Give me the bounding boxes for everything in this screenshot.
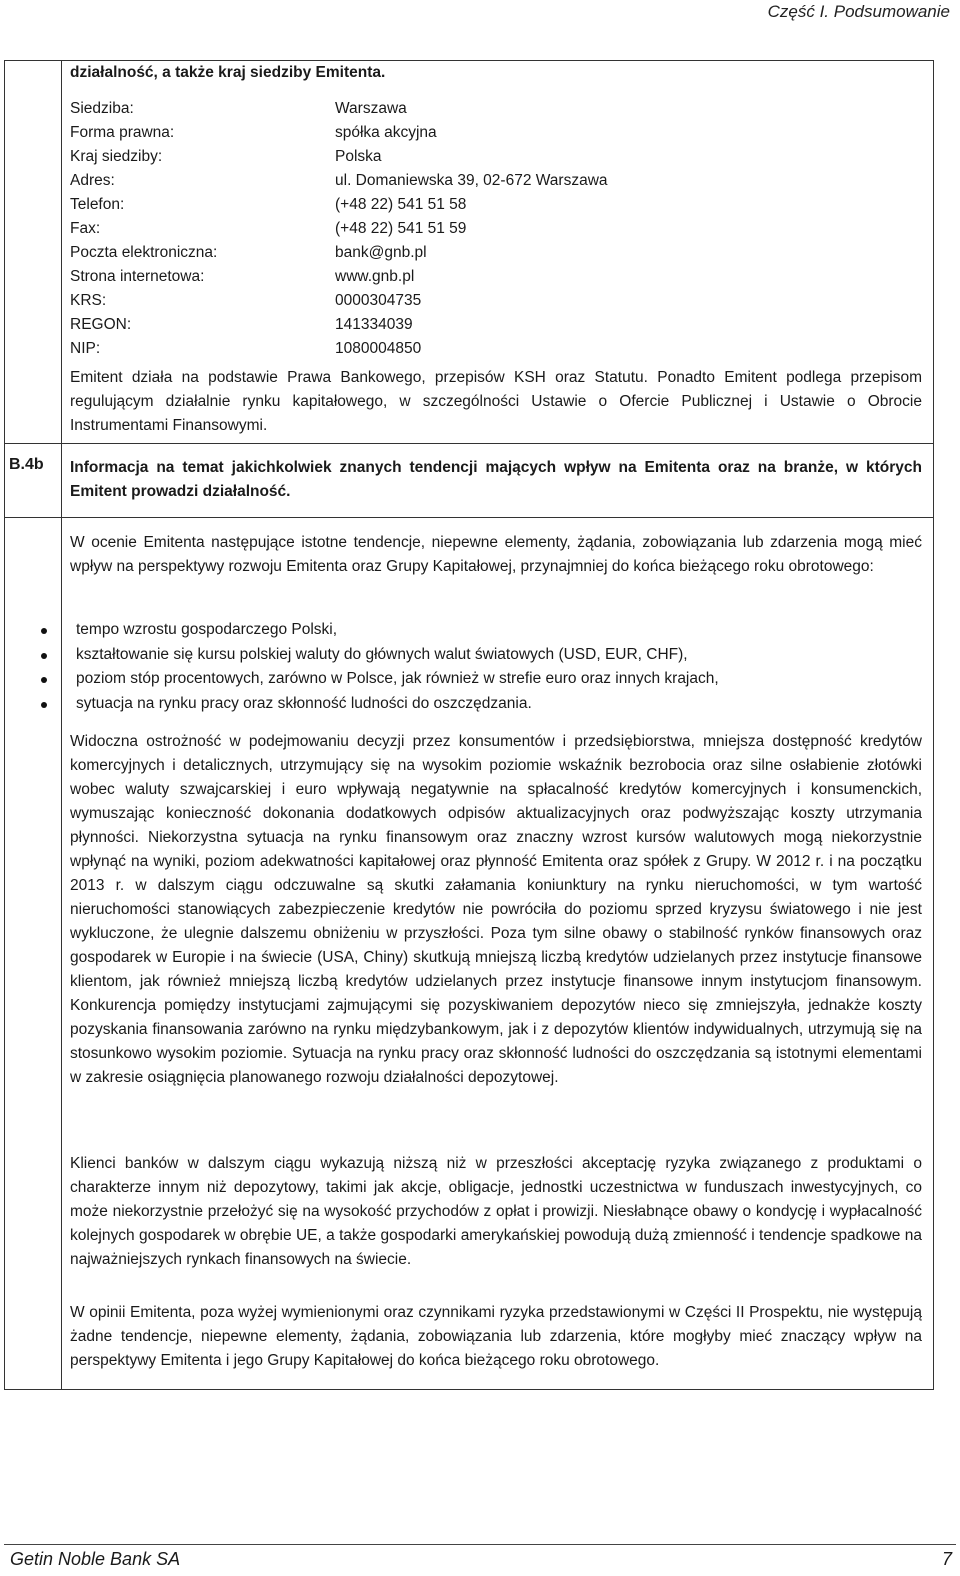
company-info-row bbox=[70, 313, 922, 337]
bullet-icon bbox=[41, 702, 47, 708]
list-item-text: poziom stóp procentowych, zarówno w Polsce, jak również w strefie euro oraz innych krajach, bbox=[76, 670, 719, 687]
footer-page-number: 7 bbox=[941, 1549, 952, 1569]
company-info-list bbox=[70, 97, 922, 361]
company-info-label: Adres: bbox=[70, 172, 115, 189]
company-info-value: (+48 22) 541 51 59 bbox=[335, 220, 467, 237]
company-info-row bbox=[70, 217, 922, 241]
company-info-value: 141334039 bbox=[335, 316, 413, 333]
company-info-value: bank@gnb.pl bbox=[335, 244, 427, 261]
company-info-value: Polska bbox=[335, 148, 382, 165]
company-info-label: Telefon: bbox=[70, 196, 125, 213]
list-item bbox=[0, 643, 922, 668]
company-info-label: Forma prawna: bbox=[70, 124, 175, 141]
company-info-value: 0000304735 bbox=[335, 292, 422, 309]
page-header: Część I. Podsumowanie bbox=[767, 2, 950, 21]
paragraph-2-text: Klienci banków w dalszym ciągu wykazują niższą niż w przeszłości akceptację ryzyka związanego z produktami o charakterze innym niż depozytowy, takimi jak akcje, obligacje, jednostki uczestnictwa w funduszach inwestycyjnych, co może niekorzystnie przełożyć się na wysokość przychodów z opłat i prowizji. Niesłabnące obawy o kondycję i wypłacalność kolejnych gospodarek w obrębie UE, a także gospodarki amerykańskiej powodują dużą zmienność i tendencje spadkowe na najważniejszych rynkach finansowych na świecie. bbox=[70, 1155, 922, 1268]
company-info-label: Fax: bbox=[70, 220, 101, 237]
row-divider bbox=[4, 443, 934, 444]
footer-company: Getin Noble Bank SA bbox=[10, 1549, 181, 1569]
company-info-value: spółka akcyjna bbox=[335, 124, 437, 141]
company-info-value: ul. Domaniewska 39, 02-672 Warszawa bbox=[335, 172, 608, 189]
intro-continuation: działalność, a także kraj siedziby Emitenta. bbox=[70, 64, 386, 81]
company-info-value: 1080004850 bbox=[335, 340, 422, 357]
legal-basis-text bbox=[70, 366, 922, 438]
company-info-row bbox=[70, 337, 922, 361]
company-info-row bbox=[70, 121, 922, 145]
company-info-value: Warszawa bbox=[335, 100, 407, 117]
company-info-row bbox=[70, 145, 922, 169]
section-intro bbox=[70, 531, 922, 579]
company-info-value: (+48 22) 541 51 58 bbox=[335, 196, 467, 213]
bullet-icon bbox=[41, 653, 47, 659]
company-info-row bbox=[70, 97, 922, 121]
paragraph-2 bbox=[70, 1152, 922, 1272]
legal-basis-paragraph: Emitent działa na podstawie Prawa Bankowego, przepisów KSH oraz Statutu. Ponadto Emitent podlega przepisom regulującym działalnie rynku kapitałowego, w szczególności Ustawie o Ofercie Publicznej i Ustawie o Obrocie Instrumentami Finansowymi. bbox=[70, 369, 922, 434]
company-info-row bbox=[70, 265, 922, 289]
company-info-row bbox=[70, 193, 922, 217]
company-info-value: www.gnb.pl bbox=[335, 268, 415, 285]
company-info-label: Strona internetowa: bbox=[70, 268, 205, 285]
list-item-text: tempo wzrostu gospodarczego Polski, bbox=[76, 621, 338, 638]
section-heading-text: Informacja na temat jakichkolwiek znanych tendencji mających wpływ na Emitenta oraz na branże, w których Emitent prowadzi działalność. bbox=[70, 459, 922, 500]
footer-divider bbox=[4, 1544, 956, 1545]
list-item-text: kształtowanie się kursu polskiej waluty do głównych walut światowych (USD, EUR, CHF), bbox=[76, 645, 688, 663]
paragraph-3-text: W opinii Emitenta, poza wyżej wymienionymi oraz czynnikami ryzyka przedstawionymi w Części II Prospektu, nie występują żadne tendencje, niepewne elementy, żądania, zobowiązania lub zdarzenia, które mogłyby mieć znaczący wpływ na perspektywy Emitenta i jego Grupy Kapitałowej do końca bieżącego roku obrotowego. bbox=[70, 1304, 922, 1369]
company-info-row bbox=[70, 241, 922, 265]
section-heading bbox=[70, 456, 922, 504]
column-divider bbox=[61, 60, 62, 1390]
row-divider bbox=[4, 517, 934, 518]
paragraph-3 bbox=[70, 1301, 922, 1373]
list-item bbox=[0, 618, 922, 643]
company-info-label: KRS: bbox=[70, 292, 107, 309]
bullet-icon bbox=[41, 677, 47, 683]
company-info-row bbox=[70, 289, 922, 313]
company-info-label: Kraj siedziby: bbox=[70, 148, 163, 165]
company-info-label: Poczta elektroniczna: bbox=[70, 244, 218, 261]
paragraph-1-text: Widoczna ostrożność w podejmowaniu decyzji przez konsumentów i przedsiębiorstwa, mniejsza dostępność kredytów komercyjnych i detalicznych, utrzymujący się na wysokim poziomie wskaźnik bezrobocia oraz silne osłabienie złotówki wobec waluty szwajcarskiej i euro wpływają negatywnie na spłacalność kredytów komercyjnych i konsumenckich, wymuszając konieczność dokonania dodatkowych odpisów aktualizacyjnych oraz podwyższając koszty utrzymania płynności. Niekorzystna sytuacja na rynku finansowym oraz znaczny wzrost kursów walutowych mogą niekorzystnie wpłynąć na wyniki, poziom adekwatności kapitałowej oraz płynność Emitenta oraz spółek z Grupy. W 2012 r. i na początku 2013 r. w dalszym ciągu odczuwalne są skutki załamania koniunktury na rynku nieruchomości, w tym wartość nieruchomości stanowiących zabezpieczenie kredytów nie powróciła do poziomu sprzed kryzysu światowego i nie jest wykluczone, że ulegnie dalszemu obniżeniu w przyszłości. Poza tym silne obawy o stabilność rynków finansowych oraz gospodarek w Europie i na świecie (USA, Chiny) skutkują mniejszą liczbą kredytów udzielanych przez instytucje finansowe klientom, jak również mniejszą liczbą kredytów udzielanych przez instytucje finansowe innym instytucjom finansowym. Konkurencja pomiędzy instytucjami zajmującymi się pozyskiwaniem depozytów nieco się zmniejszyła, jednakże koszty pozyskania finansowania zarówno na rynku międzybankowym, jak i z depozytów klientów indywidualnych, utrzymują się na stosunkowo wysokim poziomie. Sytuacja na rynku pracy oraz skłonność ludności do oszczędzania są istotnymi elementami w zakresie osiągnięcia planowanego rozwoju działalności depozytowej. bbox=[70, 733, 922, 1086]
paragraph-1 bbox=[70, 730, 922, 1090]
company-info-label: NIP: bbox=[70, 340, 101, 357]
company-info-label: Siedziba: bbox=[70, 100, 134, 117]
section-intro-text: W ocenie Emitenta następujące istotne tendencje, niepewne elementy, żądania, zobowiązania lub zdarzenia mogą mieć wpływ na perspektywy rozwoju Emitenta oraz Grupy Kapitałowej, przynajmniej do końca bieżącego roku obrotowego: bbox=[70, 534, 922, 575]
bullet-list bbox=[70, 618, 922, 716]
list-item-text: sytuacja na rynku pracy oraz skłonność ludności do oszczędzania. bbox=[76, 694, 532, 712]
list-item bbox=[0, 667, 922, 692]
bullet-icon bbox=[41, 628, 47, 634]
section-number: B.4b bbox=[9, 456, 44, 473]
company-info-row bbox=[70, 169, 922, 193]
company-info-label: REGON: bbox=[70, 316, 132, 333]
list-item bbox=[0, 692, 922, 717]
